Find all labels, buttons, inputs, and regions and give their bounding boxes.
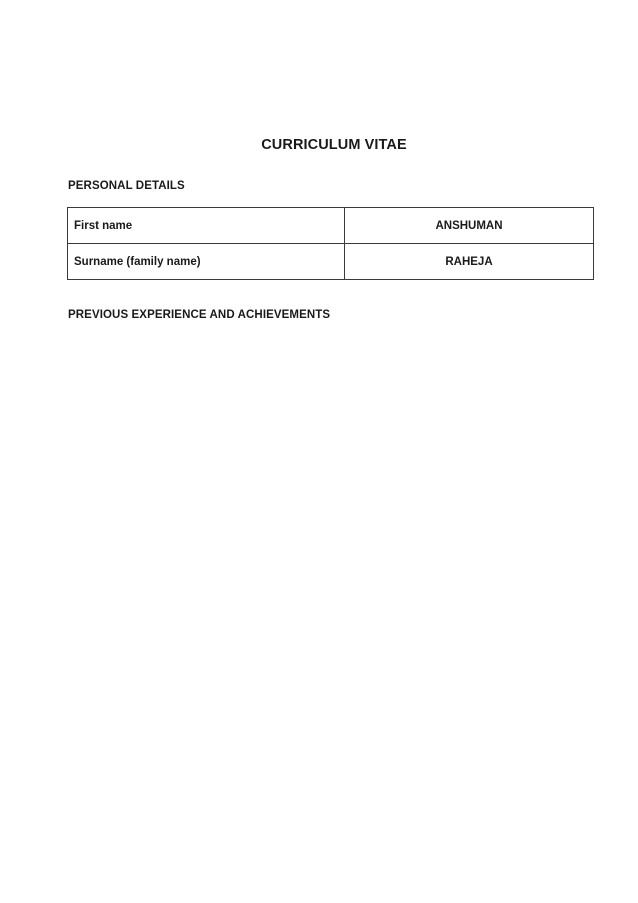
table-row — [68, 244, 594, 280]
first-name-label: First name — [68, 208, 345, 244]
personal-details-heading: PERSONAL DETAILS — [68, 180, 185, 192]
personal-details-table — [67, 207, 594, 280]
first-name-value: ANSHUMAN — [345, 208, 594, 244]
table-row — [68, 208, 594, 244]
surname-label: Surname (family name) — [68, 244, 345, 280]
page-title: CURRICULUM VITAE — [261, 137, 407, 153]
surname-value: RAHEJA — [345, 244, 594, 280]
experience-heading: PREVIOUS EXPERIENCE AND ACHIEVEMENTS — [68, 309, 331, 321]
